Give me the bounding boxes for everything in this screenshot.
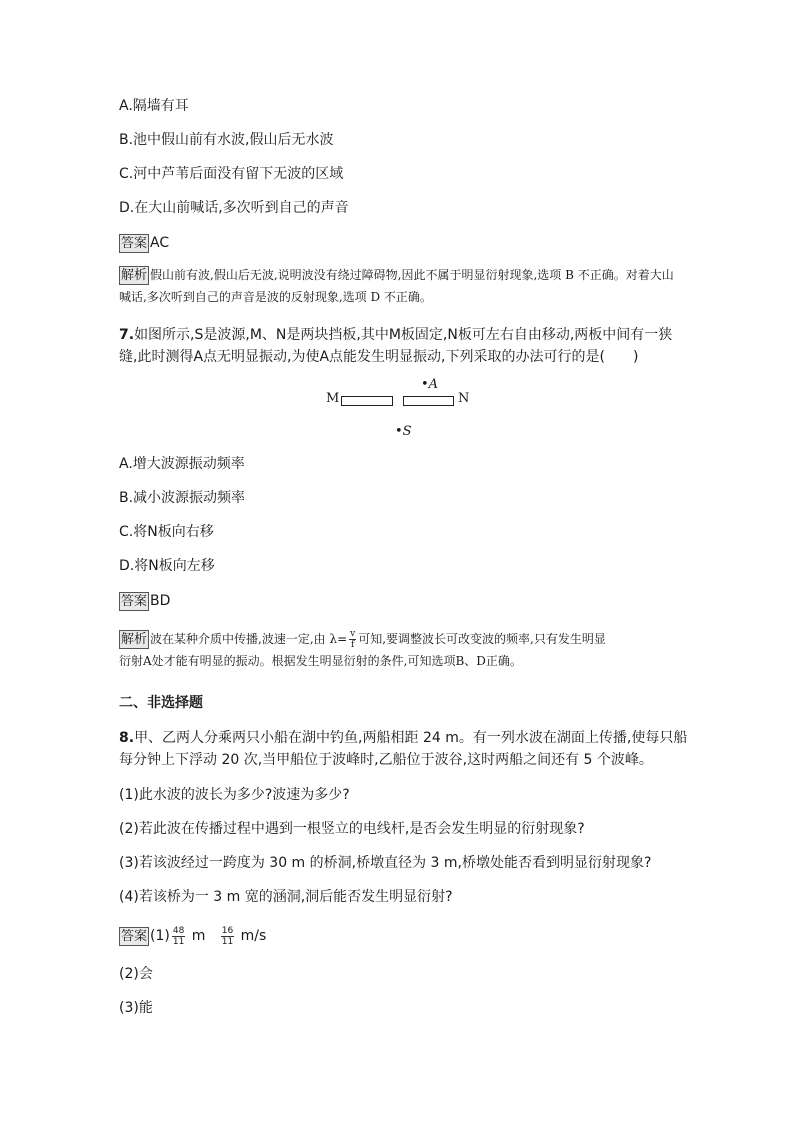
answer-tag: 答案 — [121, 236, 148, 251]
lambda-fraction — [349, 629, 356, 650]
answer-tag: 答案 — [121, 929, 148, 944]
q8-stem-line1-row — [119, 729, 687, 747]
q8-sub4: (4)若该桥为一 3 m 宽的涵洞,洞后能否发生明显衍射? — [119, 889, 453, 905]
q7-explanation-line2: 衍射A处才能有明显的振动。根据发生明显衍射的条件,可知选项B、D正确。 — [119, 654, 522, 668]
q8-sub3: (3)若该波经过一跨度为 30 m 的桥洞,桥墩直径为 3 m,桥墩处能否看到明显衍射现象? — [119, 855, 652, 871]
plate-m — [341, 396, 393, 406]
q8-answer2: (2)会 — [119, 966, 153, 982]
q8-sub2: (2)若此波在传播过程中遇到一根竖立的电线杆,是否会发生明显的衍射现象? — [119, 821, 585, 837]
section-title: 二、非选择题 — [119, 695, 203, 711]
q7-stem-row — [119, 324, 679, 368]
explanation-tag: 解析 — [121, 268, 148, 283]
plate-n — [403, 396, 454, 406]
q6-answer-row — [119, 234, 169, 253]
wavelength-unit: m — [191, 928, 206, 944]
q6-option-d: D.在大山前喊话,多次听到自己的声音 — [119, 200, 349, 216]
q7-stem: 如图所示,S是波源,M、N是两块挡板,其中M板固定,N板可左右自由移动,两板中间有一狭缝,此时测得A点无明显振动,为使A点能发生明显振动,下列采取的办法可行的是( ) — [119, 327, 673, 365]
q6-explanation-row — [119, 264, 679, 308]
speed-fraction — [221, 926, 234, 947]
q8-stem-line1: 甲、乙两人分乘两只小船在湖中钓鱼,两船相距 24 m。有一列水波在湖面上传播,使每只船 — [134, 730, 688, 746]
plate-n-label: N — [458, 391, 470, 406]
point-a-label: •A — [421, 377, 439, 392]
q8-answer3: (3)能 — [119, 1000, 153, 1016]
fraction-numerator: 48 — [172, 925, 185, 936]
q8-ans1-prefix: (1) — [150, 928, 170, 944]
q7-option-b: B.减小波源振动频率 — [119, 490, 246, 506]
q7-option-c: C.将N板向右移 — [119, 524, 214, 540]
fraction-numerator: 16 — [221, 925, 234, 936]
fraction-numerator: v — [350, 629, 356, 639]
q7-option-d: D.将N板向左移 — [119, 558, 215, 574]
q7-answer: BD — [150, 593, 171, 609]
q6-option-b: B.池中假山前有水波,假山后无水波 — [119, 132, 334, 148]
q7-explanation-part2: 可知,要调整波长可改变波的频率,只有发生明显 — [358, 632, 606, 646]
answer-tag: 答案 — [121, 594, 148, 609]
slit-diagram — [320, 374, 480, 444]
plate-m-label: M — [326, 391, 340, 406]
q6-option-a: A.隔墙有耳 — [119, 98, 189, 114]
q7-explanation-row — [119, 628, 679, 672]
q6-explanation: 假山前有波,假山后无波,说明波没有绕过障碍物,因此不属于明显衍射现象,选项 B 不正确。对着大山喊话,多次听到自己的声音是波的反射现象,选项 D 不正确。 — [119, 268, 674, 304]
q6-answer: AC — [150, 235, 170, 251]
q8-answer-row — [119, 925, 266, 947]
q8-number: 8. — [119, 730, 135, 746]
q6-option-c: C.河中芦苇后面没有留下无波的区域 — [119, 166, 344, 182]
q8-stem-line2: 每分钟上下浮动 20 次,当甲船位于波峰时,乙船位于波谷,这时两船之间还有 5 个波峰。 — [119, 752, 653, 768]
q7-option-a: A.增大波源振动频率 — [119, 456, 245, 472]
q7-explanation-part1: 波在某种介质中传播,波速一定,由 λ= — [150, 632, 348, 646]
fraction-denominator: f — [351, 640, 355, 650]
source-s-label: •S — [395, 424, 412, 439]
speed-unit: m/s — [240, 928, 267, 944]
fraction-denominator: 11 — [172, 936, 185, 947]
explanation-tag: 解析 — [121, 632, 148, 647]
fraction-denominator: 11 — [221, 936, 234, 947]
q7-number: 7. — [119, 327, 135, 343]
wavelength-fraction — [172, 926, 185, 947]
q7-answer-row — [119, 592, 170, 611]
q8-sub1: (1)此水波的波长为多少?波速为多少? — [119, 787, 350, 803]
